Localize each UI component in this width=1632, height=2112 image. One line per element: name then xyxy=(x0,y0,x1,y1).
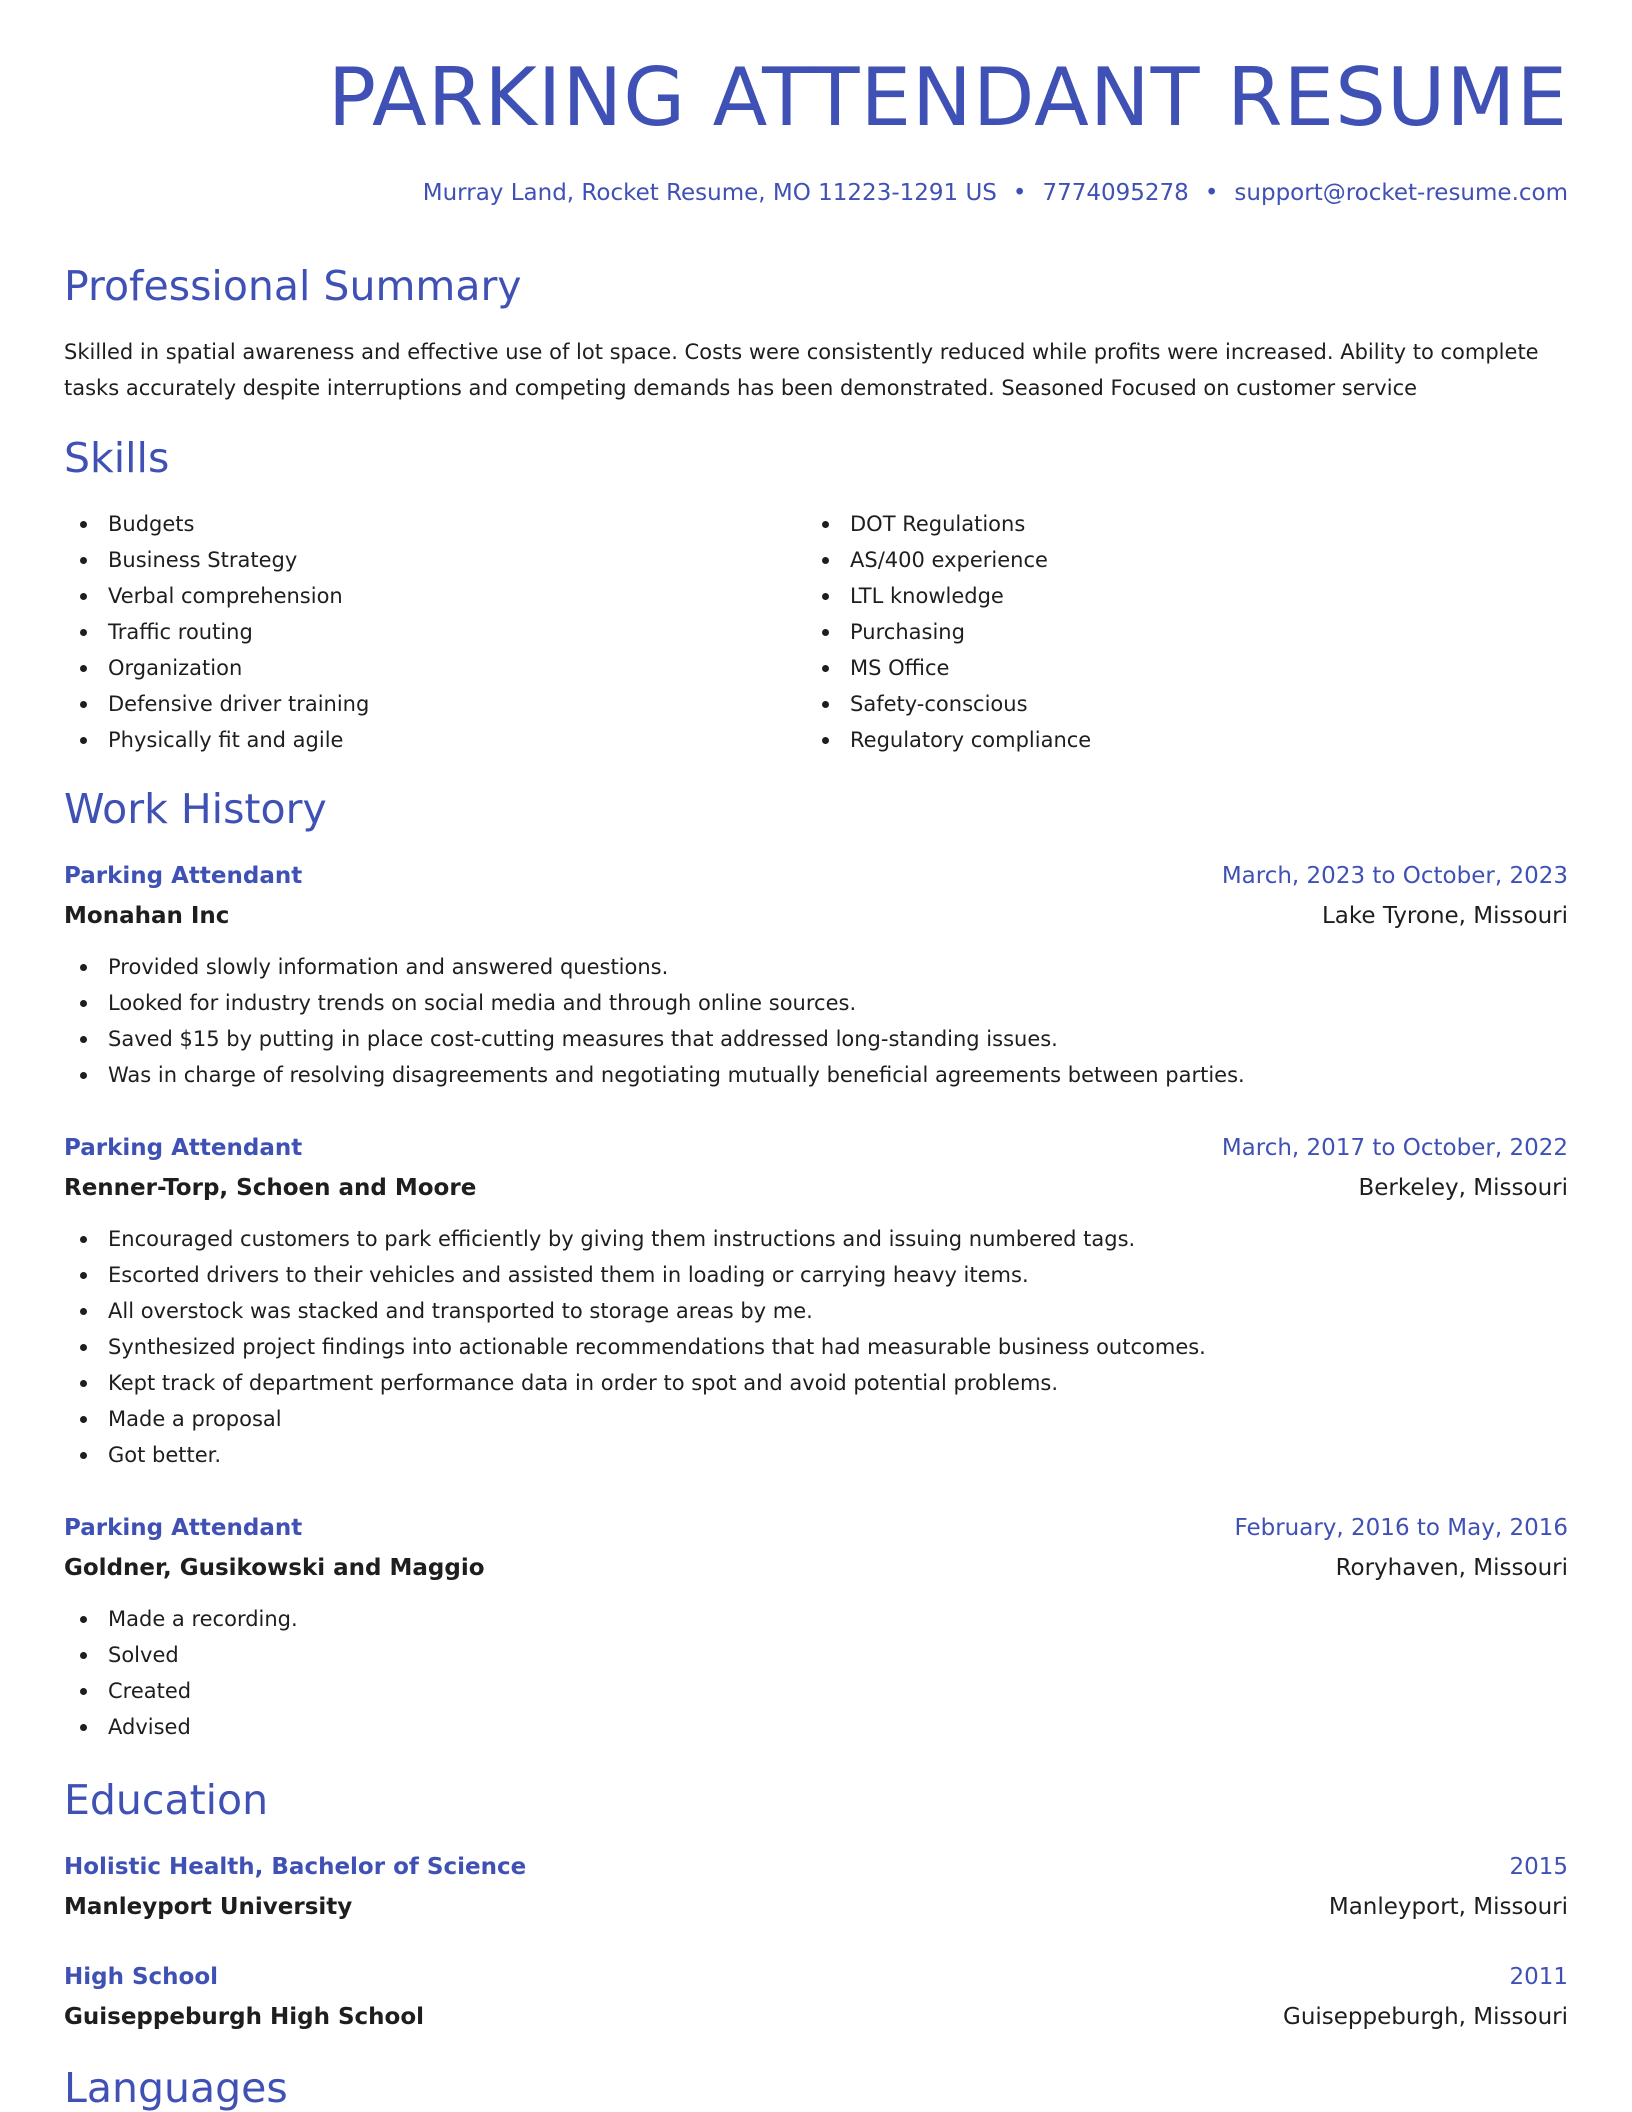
job-bullet: Encouraged customers to park efficiently by giving them instructions and issuing numbered tags. xyxy=(64,1221,1568,1257)
contact-phone: 7774095278 xyxy=(1042,180,1189,206)
education-degree: Holistic Health, Bachelor of Science xyxy=(64,1854,527,1880)
skills-list-right xyxy=(806,506,1091,758)
skill-item: Verbal comprehension xyxy=(64,578,369,614)
job-title: Parking Attendant xyxy=(64,863,303,889)
resume-header xyxy=(328,50,1568,208)
job-title: Parking Attendant xyxy=(64,1515,303,1541)
job-bullet: Synthesized project findings into actionable recommendations that had measurable business outcomes. xyxy=(64,1329,1568,1365)
contact-separator: • xyxy=(1204,180,1219,206)
job-company-row xyxy=(64,901,1568,931)
job-company-row xyxy=(64,1553,1568,1583)
skill-item: Organization xyxy=(64,650,369,686)
work-history-heading: Work History xyxy=(64,785,327,833)
job-bullet: Looked for industry trends on social media and through online sources. xyxy=(64,985,1568,1021)
skill-item: Defensive driver training xyxy=(64,686,369,722)
job-entry xyxy=(64,861,1568,1093)
skill-item: LTL knowledge xyxy=(806,578,1091,614)
job-bullet: Was in charge of resolving disagreements and negotiating mutually beneficial agreements between parties. xyxy=(64,1057,1568,1093)
job-company: Goldner, Gusikowski and Maggio xyxy=(64,1555,485,1581)
education-header-row xyxy=(64,1962,1568,1992)
education-heading: Education xyxy=(64,1776,269,1824)
job-bullet: Escorted drivers to their vehicles and assisted them in loading or carrying heavy items. xyxy=(64,1257,1568,1293)
job-bullet: Saved $15 by putting in place cost-cutting measures that addressed long-standing issues. xyxy=(64,1021,1568,1057)
education-year: 2011 xyxy=(1509,1964,1568,1990)
skill-item: Purchasing xyxy=(806,614,1091,650)
education-school-row xyxy=(64,1892,1568,1922)
education-school: Manleyport University xyxy=(64,1894,353,1920)
job-bullet: Advised xyxy=(64,1709,1568,1745)
education-location: Guiseppeburgh, Missouri xyxy=(1283,2004,1568,2030)
job-bullet: Made a recording. xyxy=(64,1601,1568,1637)
skill-item: DOT Regulations xyxy=(806,506,1091,542)
job-bullet: Solved xyxy=(64,1637,1568,1673)
education-header-row xyxy=(64,1852,1568,1882)
education-school: Guiseppeburgh High School xyxy=(64,2004,425,2030)
skills-list-left xyxy=(64,506,369,758)
skill-item: Budgets xyxy=(64,506,369,542)
contact-email[interactable]: support@rocket-resume.com xyxy=(1234,180,1568,206)
contact-address: Murray Land, Rocket Resume, MO 11223-1291 US xyxy=(422,180,997,206)
education-entry xyxy=(64,1962,1568,2032)
contact-line xyxy=(328,178,1568,208)
job-company: Monahan Inc xyxy=(64,903,230,929)
job-dates: March, 2023 to October, 2023 xyxy=(1221,863,1568,889)
job-bullets xyxy=(64,1221,1568,1473)
summary-heading: Professional Summary xyxy=(64,262,522,310)
education-year: 2015 xyxy=(1509,1854,1568,1880)
contact-separator: • xyxy=(1012,180,1027,206)
job-dates: February, 2016 to May, 2016 xyxy=(1234,1515,1568,1541)
job-bullet: Got better. xyxy=(64,1437,1568,1473)
job-dates: March, 2017 to October, 2022 xyxy=(1221,1135,1568,1161)
education-location: Manleyport, Missouri xyxy=(1328,1894,1568,1920)
skill-item: Business Strategy xyxy=(64,542,369,578)
job-location: Berkeley, Missouri xyxy=(1358,1175,1568,1201)
skill-item: Regulatory compliance xyxy=(806,722,1091,758)
job-location: Lake Tyrone, Missouri xyxy=(1321,903,1568,929)
job-header-row xyxy=(64,1513,1568,1543)
resume-title: PARKING ATTENDANT RESUME xyxy=(327,51,1568,144)
skill-item: Traffic routing xyxy=(64,614,369,650)
education-degree: High School xyxy=(64,1964,219,1990)
skill-item: Safety-conscious xyxy=(806,686,1091,722)
job-header-row xyxy=(64,1133,1568,1163)
skill-item: AS/400 experience xyxy=(806,542,1091,578)
summary-text: Skilled in spatial awareness and effective use of lot space. Costs were consistently reduced while profits were increased. Ability to complete tasks accurately despite interruptions and competing demands has been demonstrated. Seasoned Focused on customer service xyxy=(64,340,1539,400)
job-bullets xyxy=(64,1601,1568,1745)
job-company: Renner-Torp, Schoen and Moore xyxy=(64,1175,477,1201)
job-bullet: Kept track of department performance data in order to spot and avoid potential problems. xyxy=(64,1365,1568,1401)
job-header-row xyxy=(64,861,1568,891)
education-school-row xyxy=(64,2002,1568,2032)
job-bullets xyxy=(64,949,1568,1093)
job-bullet: Made a proposal xyxy=(64,1401,1568,1437)
job-entry xyxy=(64,1513,1568,1745)
job-location: Roryhaven, Missouri xyxy=(1335,1555,1568,1581)
job-bullet: Created xyxy=(64,1673,1568,1709)
languages-heading: Languages xyxy=(64,2064,288,2112)
job-bullet: Provided slowly information and answered questions. xyxy=(64,949,1568,985)
job-company-row xyxy=(64,1173,1568,1203)
education-entry xyxy=(64,1852,1568,1922)
job-entry xyxy=(64,1133,1568,1473)
job-title: Parking Attendant xyxy=(64,1135,303,1161)
job-bullet: All overstock was stacked and transported to storage areas by me. xyxy=(64,1293,1568,1329)
skill-item: Physically fit and agile xyxy=(64,722,369,758)
skills-heading: Skills xyxy=(64,434,170,482)
skill-item: MS Office xyxy=(806,650,1091,686)
